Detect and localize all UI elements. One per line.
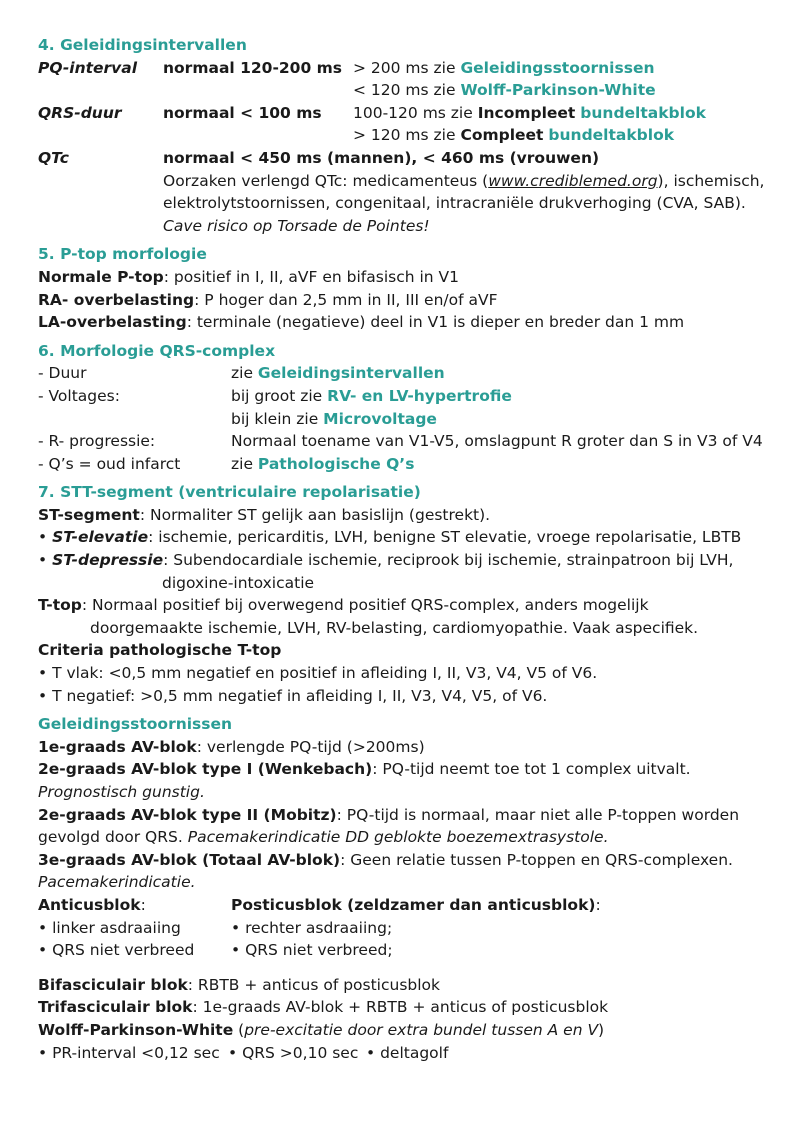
wpw: Wolff-Parkinson-White (pre-excitatie door extra bundel tussen A en V) [38,1020,605,1039]
blok-headings: Anticusblok: Posticusblok (zeldzamer dan anticusblok): [38,895,601,914]
p-normal: Normale P-top: positief in I, II, aVF en bifasisch in V1 [38,267,460,286]
av2-1: 2e-graads AV-blok type I (Wenkebach): PQ-tijd neemt toe tot 1 complex uitvalt. [38,760,691,779]
section-geleiding-heading: Geleidingsstoornissen [38,715,233,734]
qtc-norm: normaal < 450 ms (mannen), < 460 ms (vrouwen) [163,148,600,167]
st-segment: ST-segment: Normaliter ST gelijk aan basislijn (gestrekt). [38,505,491,524]
qtc-causes-2: elektrolytstoornissen, congenitaal, intracraniële drukverhoging (CVA, SAB). [163,194,746,213]
pq-line1: > 200 ms zie Geleidingsstoornissen [353,58,655,77]
section-4-heading: 4. Geleidingsintervallen [38,36,247,54]
qrs-voltages-2: bij klein zie Microvoltage [231,409,437,428]
link-geleidingsstoornissen: Geleidingsstoornissen [460,58,655,77]
section-7-heading: 7. STT-segment (ventriculaire repolarisatie) [38,483,421,502]
p-la: LA-overbelasting: terminale (negatieve) deel in V1 is dieper en breder dan 1 mm [38,313,685,332]
qtc-label: QTc [38,148,69,167]
st-depressie: • ST-depressie: Subendocardiale ischemie, reciprook bij ischemie, strainpatroon bij LVH, [38,551,734,570]
pq-norm: normaal 120-200 ms [163,58,343,77]
qtc-causes-1: Oorzaken verlengd QTc: medicamenteus (www.crediblemed.org), ischemisch, [163,171,765,190]
qtc-row [38,147,773,170]
qrs-line2: > 120 ms zie Compleet bundeltakblok [353,126,675,145]
bifasciculair: Bifasciculair blok: RBTB + anticus of posticusblok [38,975,441,994]
qrs-row-2 [38,124,773,147]
qrs-norm: normaal < 100 ms [163,103,322,122]
blok-row-1: • linker asdraaiing • rechter asdraaiing; [38,918,393,937]
pq-row-2 [38,79,773,102]
section-6-heading: 6. Morfologie QRS-complex [38,341,276,360]
qrs-voltages: - Voltages: bij groot zie RV- en LV-hypertrofie [38,386,512,405]
criteria-heading: Criteria pathologische T-top [38,641,282,660]
pq-row [38,57,773,80]
pq-label: PQ-interval [38,58,138,77]
qrs-rprog: - R- progressie: Normaal toename van V1-V5, omslagpunt R groter dan S in V3 of V4 [38,432,763,451]
document-page: 4. Geleidingsintervallen PQ-interval normaal 120-200 ms > 200 ms zie Geleidingsstoornissen < 120 ms zie Wolff-Parkinson-White QRS-duur normaal < 100 ms 100-120 ms zie Incompleet bundeltakblok > 120 ms zie Compleet bundeltakblok QTc normaal < 450 ms (mannen), < 460 ms (vrouwen) Oorzaken verlengd QTc: medicamenteus (www.crediblemed.org), ischemisch, elektrolytstoornissen, congenitaal, intracraniële drukverhoging (CVA, SAB). Cave risico op Torsade de Pointes! 5. P-top morfologie Normale P-top: positief in I, II, aVF en bifasisch in V1 RA- overbelasting: P hoger dan 2,5 mm in II, III en/of aVF LA-overbelasting: terminale (negatieve) deel in V1 is dieper en breder dan 1 mm 6. Morfologie QRS-complex - Duur zie Geleidingsintervallen - Voltages: bij groot zie RV- en LV-hypertrofie bij klein zie Microvoltage - R- progressie: Normaal toename van V1-V5, omslagpunt R groter dan S in V3 of V4 - Q’s = oud infarct zie Pathologische Q’s 7. STT-segment (ventriculaire repolarisatie) ST-segment: Normaliter ST gelijk aan basislijn (gestrekt). • ST-elevatie: ischemie, pericarditis, LVH, benigne ST elevatie, vroege repolarisatie, LBTB • ST-depressie: Subendocardiale ischemie, reciprook bij ischemie, strainpatroon bij LVH, digoxine-intoxicatie T-top: Normaal positief bij overwegend positief QRS-complex, anders mogelijk doorgemaakte ischemie, LVH, RV-belasting, cardiomyopathie. Vaak aspecifiek. Criteria pathologische T-top • T vlak: <0,5 mm negatief en positief in afleiding I, II, V3, V4, V5 of V6. • T negatief: >0,5 mm negatief in afleiding I, II, V3, V4, V5, of V6. Geleidingsstoornissen 1e-graads AV-blok: verlengde PQ-tijd (>200ms) 2e-graads AV-blok type I (Wenkebach): PQ-tijd neemt toe tot 1 complex uitvalt. Prognostisch gunstig. 2e-graads AV-blok type II (Mobitz): PQ-tijd is normaal, maar niet alle P-toppen worden gevolgd door QRS. Pacemakerindicatie DD geblokte boezemextrasystole. 3e-graads AV-blok (Totaal AV-blok): Geen relatie tussen P-toppen en QRS-complexen. Pacemakerindicatie. Anticusblok: Posticusblok (zeldzamer dan anticusblok): • linker asdraaiing • rechter asdraaiing; • QRS niet verbreed • QRS niet verbreed; Bifasciculair blok: RBTB + anticus of posticusblok Trifasciculair blok: 1e-graads AV-blok + RBTB + anticus of posticusblok Wolff-Parkinson-White (pre-excitatie door extra bundel tussen A en V) • PR-interval <0,12 sec • QRS >0,10 sec • deltagolf [38,34,773,1064]
qrs-label: QRS-duur [38,103,122,122]
qrs-duur: - Duur zie Geleidingsintervallen [38,364,445,383]
link-wpw: Wolff-Parkinson-White [460,81,656,100]
qrs-line1: 100-120 ms zie Incompleet bundeltakblok [353,103,706,122]
pq-line2: < 120 ms zie Wolff-Parkinson-White [353,81,656,100]
wpw-criteria: • PR-interval <0,12 sec • QRS >0,10 sec • deltagolf [38,1043,449,1062]
blok-row-2: • QRS niet verbreed • QRS niet verbreed; [38,941,393,960]
qrs-row [38,102,773,125]
criteria-1: • T vlak: <0,5 mm negatief en positief in afleiding I, II, V3, V4, V5 of V6. [38,664,598,683]
st-elevatie: • ST-elevatie: ischemie, pericarditis, LVH, benigne ST elevatie, vroege repolarisatie, LBTB [38,528,742,547]
av3: 3e-graads AV-blok (Totaal AV-blok): Geen relatie tussen P-toppen en QRS-complexen. [38,850,733,869]
crediblemed-link[interactable]: www.crediblemed.org [488,171,658,190]
trifasciculair: Trifasciculair blok: 1e-graads AV-blok + RBTB + anticus of posticusblok [38,998,609,1017]
criteria-2: • T negatief: >0,5 mm negatief in afleiding I, II, V3, V4, V5, of V6. [38,686,548,705]
t-top: T-top: Normaal positief bij overwegend positief QRS-complex, anders mogelijk [38,596,649,615]
av2-2: 2e-graads AV-blok type II (Mobitz): PQ-tijd is normaal, maar niet alle P-toppen worden [38,805,740,824]
qtc-causes-3: Cave risico op Torsade de Pointes! [163,216,430,235]
qrs-q: - Q’s = oud infarct zie Pathologische Q’s [38,454,415,473]
av1: 1e-graads AV-blok: verlengde PQ-tijd (>200ms) [38,737,425,756]
section-5-heading: 5. P-top morfologie [38,245,207,264]
p-ra: RA- overbelasting: P hoger dan 2,5 mm in II, III en/of aVF [38,290,498,309]
